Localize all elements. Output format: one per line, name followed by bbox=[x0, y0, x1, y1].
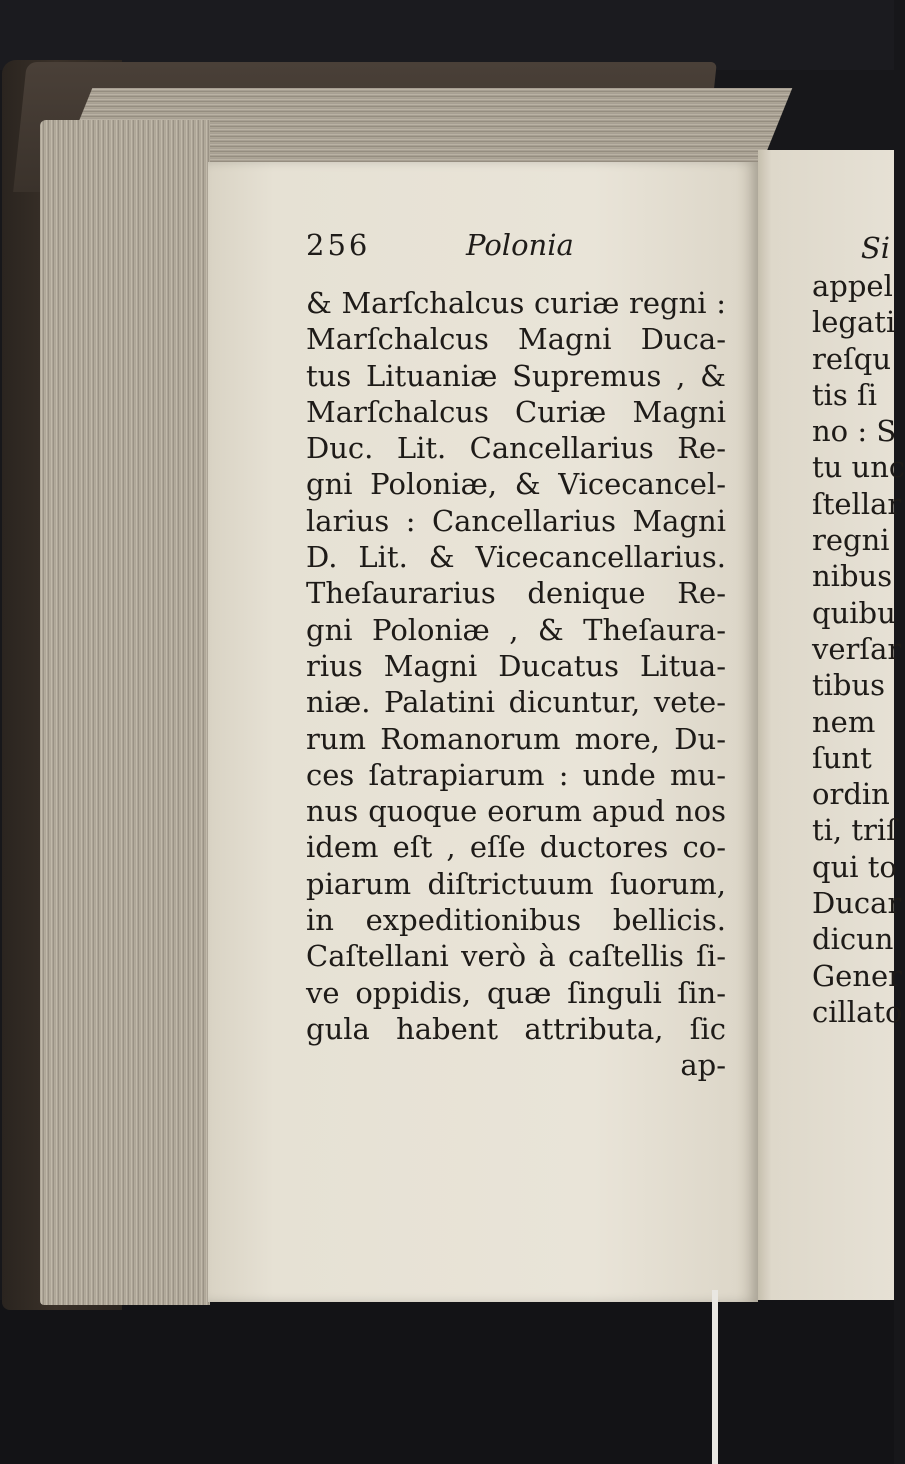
text-line: ve oppidis, quæ ſinguli ſin- bbox=[306, 975, 726, 1010]
text-line: Marſchalcus Curiæ Magni bbox=[306, 394, 726, 429]
text-line: ti, triſ bbox=[812, 813, 897, 848]
text-line: D. Lit. & Vicecancellarius. bbox=[306, 540, 726, 575]
text-line: idem eſt , eſſe ductores co- bbox=[306, 830, 726, 865]
text-line: regni bbox=[812, 523, 890, 558]
text-line: Marſchalcus Magni Duca- bbox=[306, 322, 726, 357]
text-line: Duc. Lit. Cancellarius Re- bbox=[306, 431, 726, 466]
text-line: nus quoque eorum apud nos bbox=[306, 794, 726, 829]
text-line: ſtellar bbox=[812, 486, 902, 521]
text-line: piarum diſtrictuum ſuorum, bbox=[306, 866, 726, 901]
text-line: nibus bbox=[812, 559, 893, 594]
text-line: dicun bbox=[812, 922, 894, 957]
page-number: 256 bbox=[306, 228, 371, 262]
text-line: gula habent attributa, ſic bbox=[306, 1011, 726, 1046]
text-line: appel bbox=[812, 269, 893, 303]
text-line: in expeditionibus bellicis. bbox=[306, 903, 726, 938]
gutter-strip bbox=[712, 1290, 718, 1464]
text-line: rum Romanorum more, Du- bbox=[306, 721, 726, 756]
text-line: cillato bbox=[812, 994, 903, 1029]
text-line: reſqu bbox=[812, 341, 891, 376]
text-line: gni Poloniæ , & Theſaura- bbox=[306, 612, 726, 647]
text-line: Caſtellani verò à caſtellis ſi- bbox=[306, 939, 726, 974]
text-line: rius Magni Ducatus Litua- bbox=[306, 648, 726, 683]
text-line: ſunt bbox=[812, 740, 872, 775]
text-line: Ducar bbox=[812, 886, 902, 921]
text-line: Theſaurarius denique Re- bbox=[306, 576, 726, 611]
text-line: ces ſatrapiarum : unde mu- bbox=[306, 757, 726, 792]
text-line: legati bbox=[812, 305, 896, 340]
text-line: tibus bbox=[812, 668, 886, 703]
right-running-head: Si bbox=[860, 231, 890, 265]
left-page-text bbox=[306, 285, 726, 1084]
text-line: quibu bbox=[812, 595, 896, 630]
catchword: ap- bbox=[680, 1048, 726, 1083]
text-line: gni Poloniæ, & Vicecancel- bbox=[306, 467, 726, 502]
page-header bbox=[306, 228, 726, 268]
backdrop bbox=[0, 0, 894, 70]
text-line: tis ſi bbox=[812, 377, 878, 412]
text-line: tus Lituaniæ Supremus , & bbox=[306, 358, 726, 393]
text-line: nem bbox=[812, 704, 876, 739]
backdrop-table bbox=[0, 1300, 894, 1464]
text-line: larius : Cancellarius Magni bbox=[306, 503, 726, 538]
page-edges bbox=[40, 120, 210, 1305]
text-line: tu unc bbox=[812, 450, 905, 485]
text-line: Gener bbox=[812, 958, 903, 993]
text-line: ordin bbox=[812, 777, 890, 812]
text-line: qui to bbox=[812, 849, 897, 884]
text-line: no : S bbox=[812, 414, 897, 449]
text-line: & Marſchalcus curiæ regni : bbox=[306, 286, 726, 320]
text-line: niæ. Palatini dicuntur, vete- bbox=[306, 685, 726, 720]
right-page-text bbox=[812, 228, 905, 1030]
running-head: Polonia bbox=[466, 228, 574, 262]
text-line: verſar bbox=[812, 631, 902, 666]
